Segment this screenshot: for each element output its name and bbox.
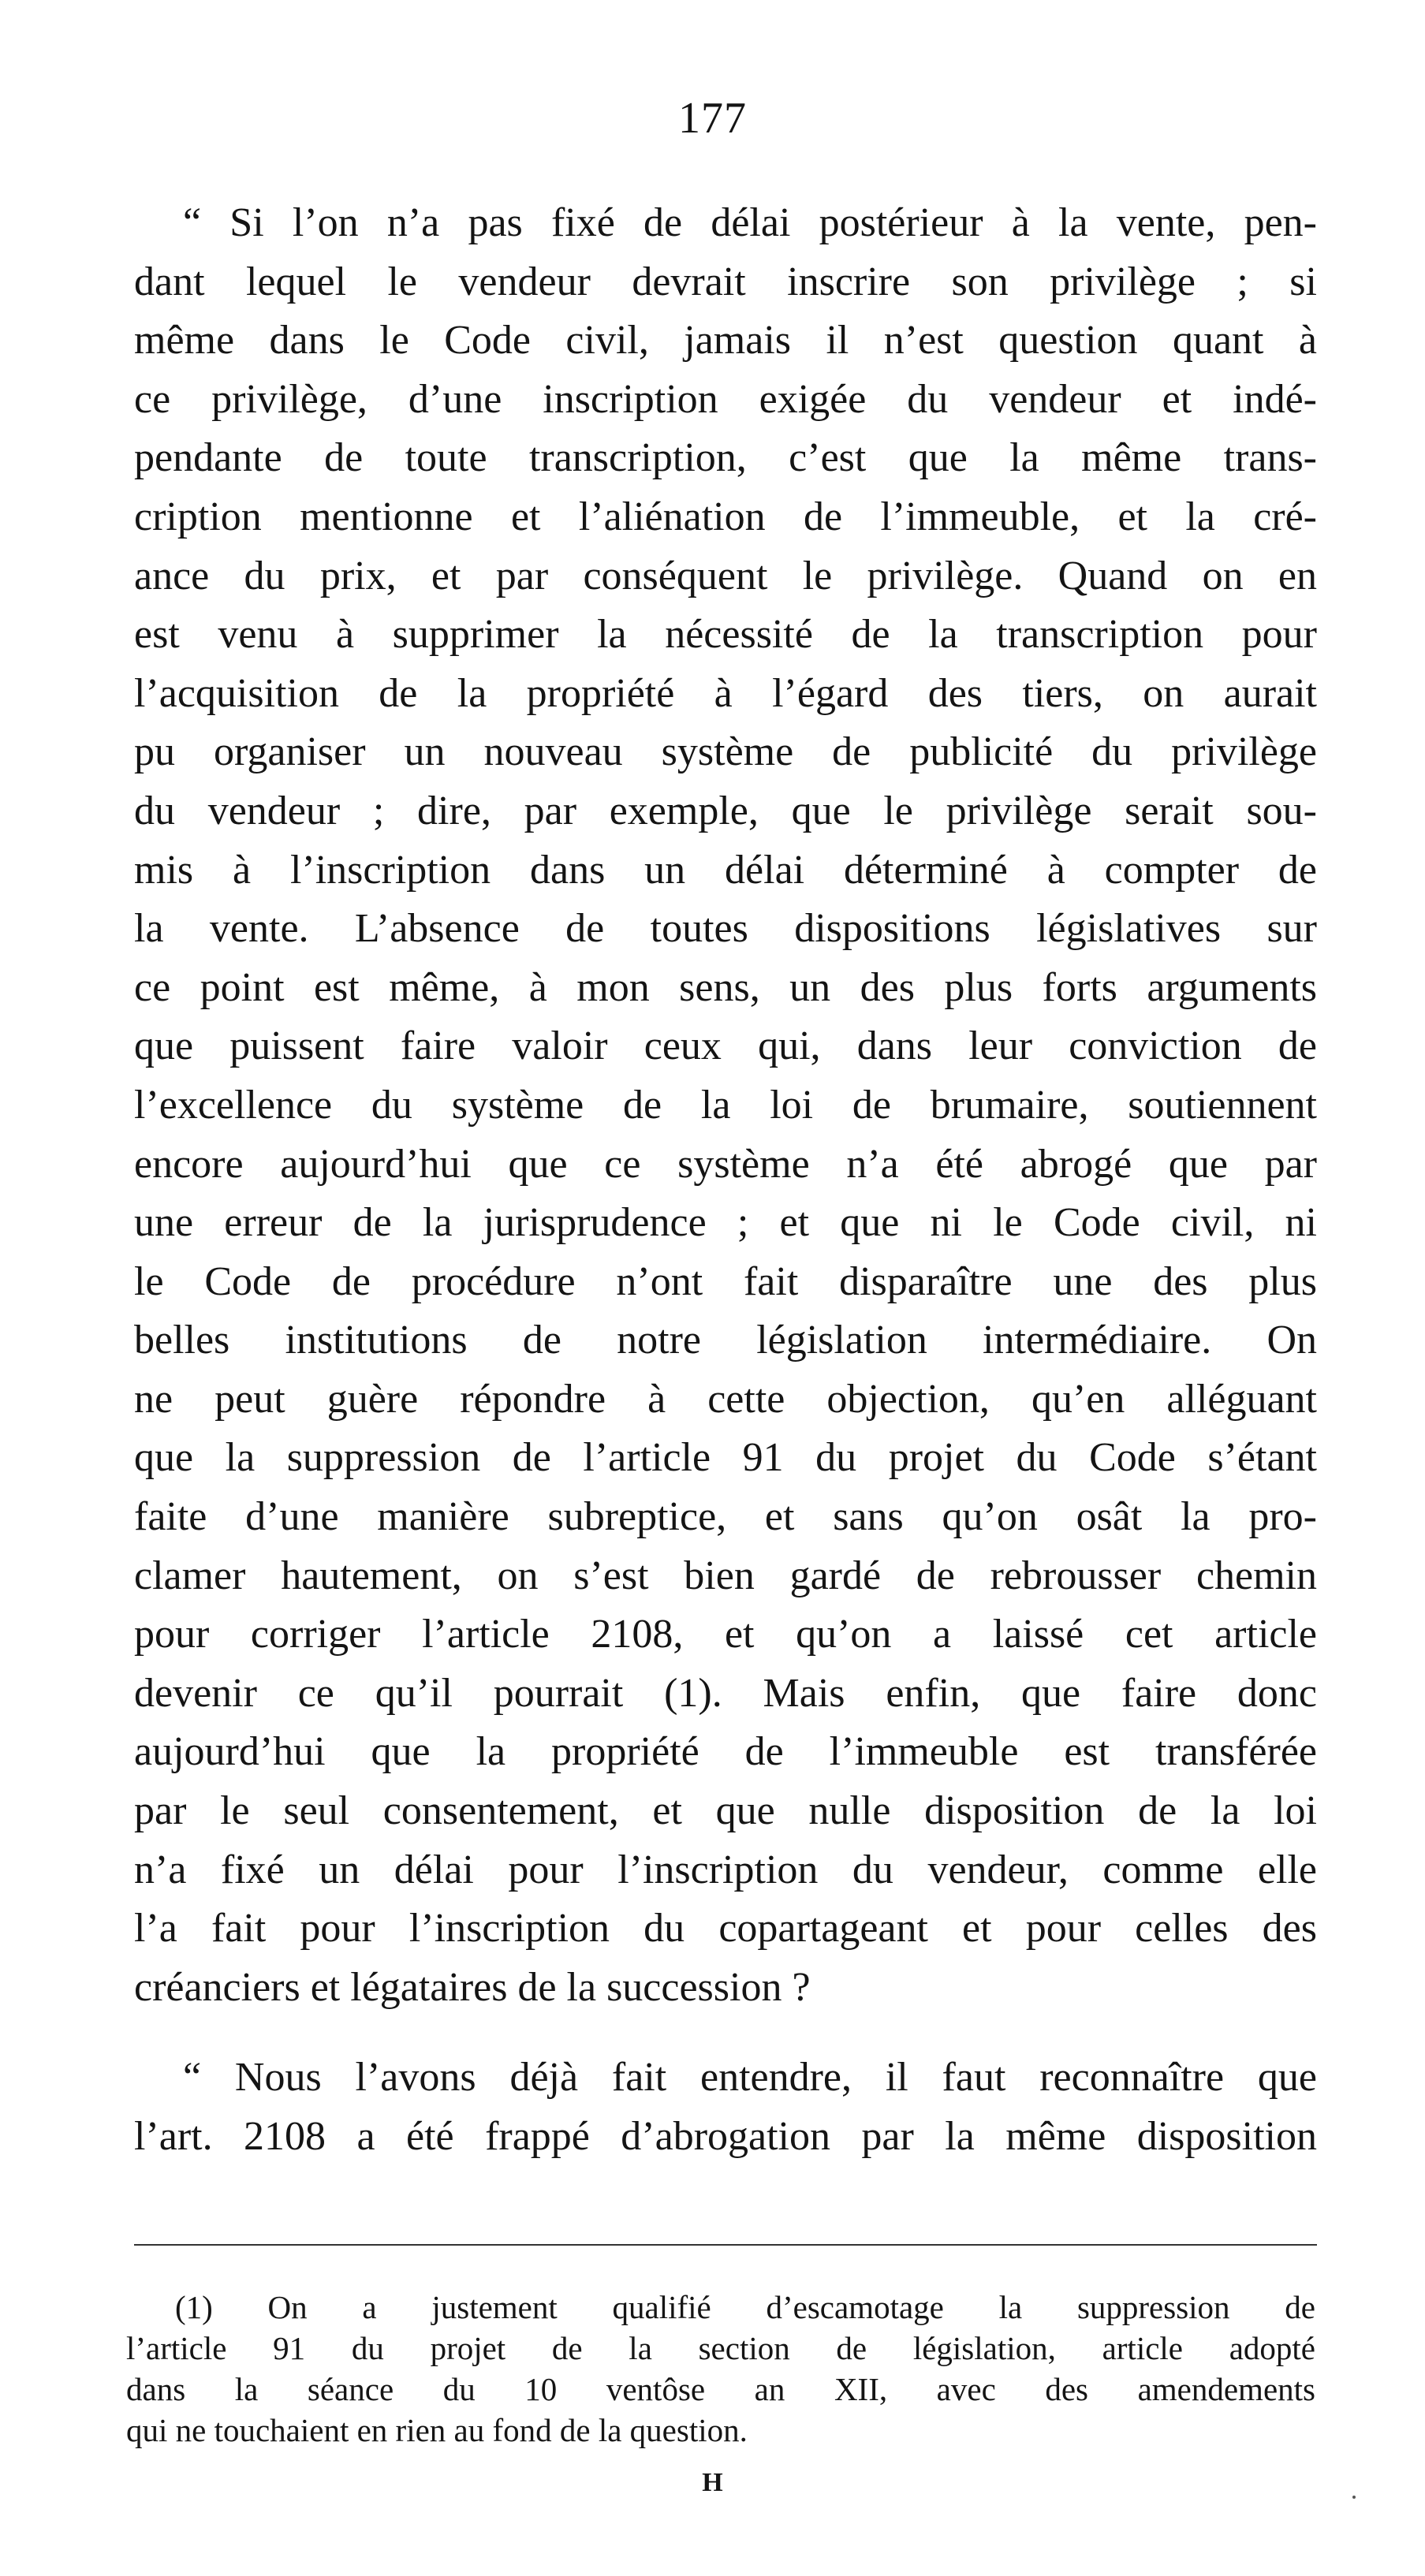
text-line: l’a fait pour l’inscription du copartageant et pour celles des <box>134 1906 1317 1952</box>
text-line: l’excellence du système de la loi de brumaire, soutiennent <box>134 1082 1317 1128</box>
text-line: est venu à supprimer la nécessité de la transcription pour <box>134 612 1317 658</box>
footnote-separator <box>134 2244 1317 2246</box>
text-line: le Code de procédure n’ont fait disparaître une des plus <box>134 1258 1317 1304</box>
text-line: l’art. 2108 a été frappé d’abrogation par la même disposition <box>134 2114 1317 2159</box>
text-line: l’acquisition de la propriété à l’égard des tiers, on aurait <box>134 670 1317 716</box>
text-line: créanciers et légataires de la succession ? <box>134 1964 811 2010</box>
text-line: que puissent faire valoir ceux qui, dans leur conviction de <box>134 1023 1317 1069</box>
text-line: faite d’une manière subreptice, et sans qu’on osât la pro- <box>134 1494 1317 1540</box>
text-line: du vendeur ; dire, par exemple, que le privilège serait sou- <box>134 788 1317 833</box>
text-line: pour corriger l’article 2108, et qu’on a laissé cet article <box>134 1612 1317 1657</box>
text-line: clamer hautement, on s’est bien gardé de rebrousser chemin <box>134 1553 1317 1598</box>
text-line: une erreur de la jurisprudence ; et que ni le Code civil, ni <box>134 1200 1317 1246</box>
footnote <box>126 2287 1315 2451</box>
paragraph-2 <box>134 2048 1317 2166</box>
text-line: par le seul consentement, et que nulle disposition de la loi <box>134 1788 1317 1834</box>
text-line: que la suppression de l’article 91 du projet du Code s’étant <box>134 1435 1317 1481</box>
text-line: même dans le Code civil, jamais il n’est question quant à <box>134 318 1317 363</box>
text-line: n’a fixé un délai pour l’inscription du vendeur, comme elle <box>134 1847 1317 1892</box>
text-line: cription mentionne et l’aliénation de l’immeuble, et la cré- <box>134 494 1317 539</box>
signature-mark: H <box>702 2468 723 2497</box>
text-line: ne peut guère répondre à cette objection, qu’en alléguant <box>134 1376 1317 1422</box>
footnote-line: qui ne touchaient en rien au fond de la question. <box>126 2412 748 2448</box>
footnote-line: l’article 91 du projet de la section de législation, article adopté <box>126 2330 1315 2366</box>
text-line: belles institutions de notre législation intermédiaire. On <box>134 1318 1317 1363</box>
text-line: dant lequel le vendeur devrait inscrire son privilège ; si <box>134 259 1317 304</box>
footnote-line: dans la séance du 10 ventôse an XII, avec des amendements <box>126 2371 1315 2407</box>
text-line: “ Nous l’avons déjà fait entendre, il faut reconnaître que <box>183 2055 1317 2101</box>
text-line: ance du prix, et par conséquent le privilège. Quand on en <box>134 553 1317 598</box>
text-line: pendante de toute transcription, c’est que la même trans- <box>134 435 1317 481</box>
text-line: encore aujourd’hui que ce système n’a été abrogé que par <box>134 1141 1317 1187</box>
print-speck <box>1352 2496 1356 2499</box>
text-line: ce privilège, d’une inscription exigée du vendeur et indé- <box>134 376 1317 422</box>
paragraph-1 <box>134 194 1317 2017</box>
text-line: aujourd’hui que la propriété de l’immeuble est transférée <box>134 1729 1317 1775</box>
text-line: pu organiser un nouveau système de publicité du privilège <box>134 729 1317 775</box>
text-line: ce point est même, à mon sens, un des plus forts arguments <box>134 964 1317 1010</box>
paragraph-gap <box>134 2017 1317 2048</box>
text-line: devenir ce qu’il pourrait (1). Mais enfin, que faire donc <box>134 1670 1317 1716</box>
text-line: la vente. L’absence de toutes dispositions législatives sur <box>134 906 1317 952</box>
page-number: 177 <box>678 94 747 143</box>
text-line: mis à l’inscription dans un délai déterminé à compter de <box>134 847 1317 893</box>
text-line: “ Si l’on n’a pas fixé de délai postérieur à la vente, pen- <box>183 200 1317 245</box>
footnote-line: (1) On a justement qualifié d’escamotage la suppression de <box>175 2289 1315 2325</box>
main-text <box>134 194 1317 2167</box>
